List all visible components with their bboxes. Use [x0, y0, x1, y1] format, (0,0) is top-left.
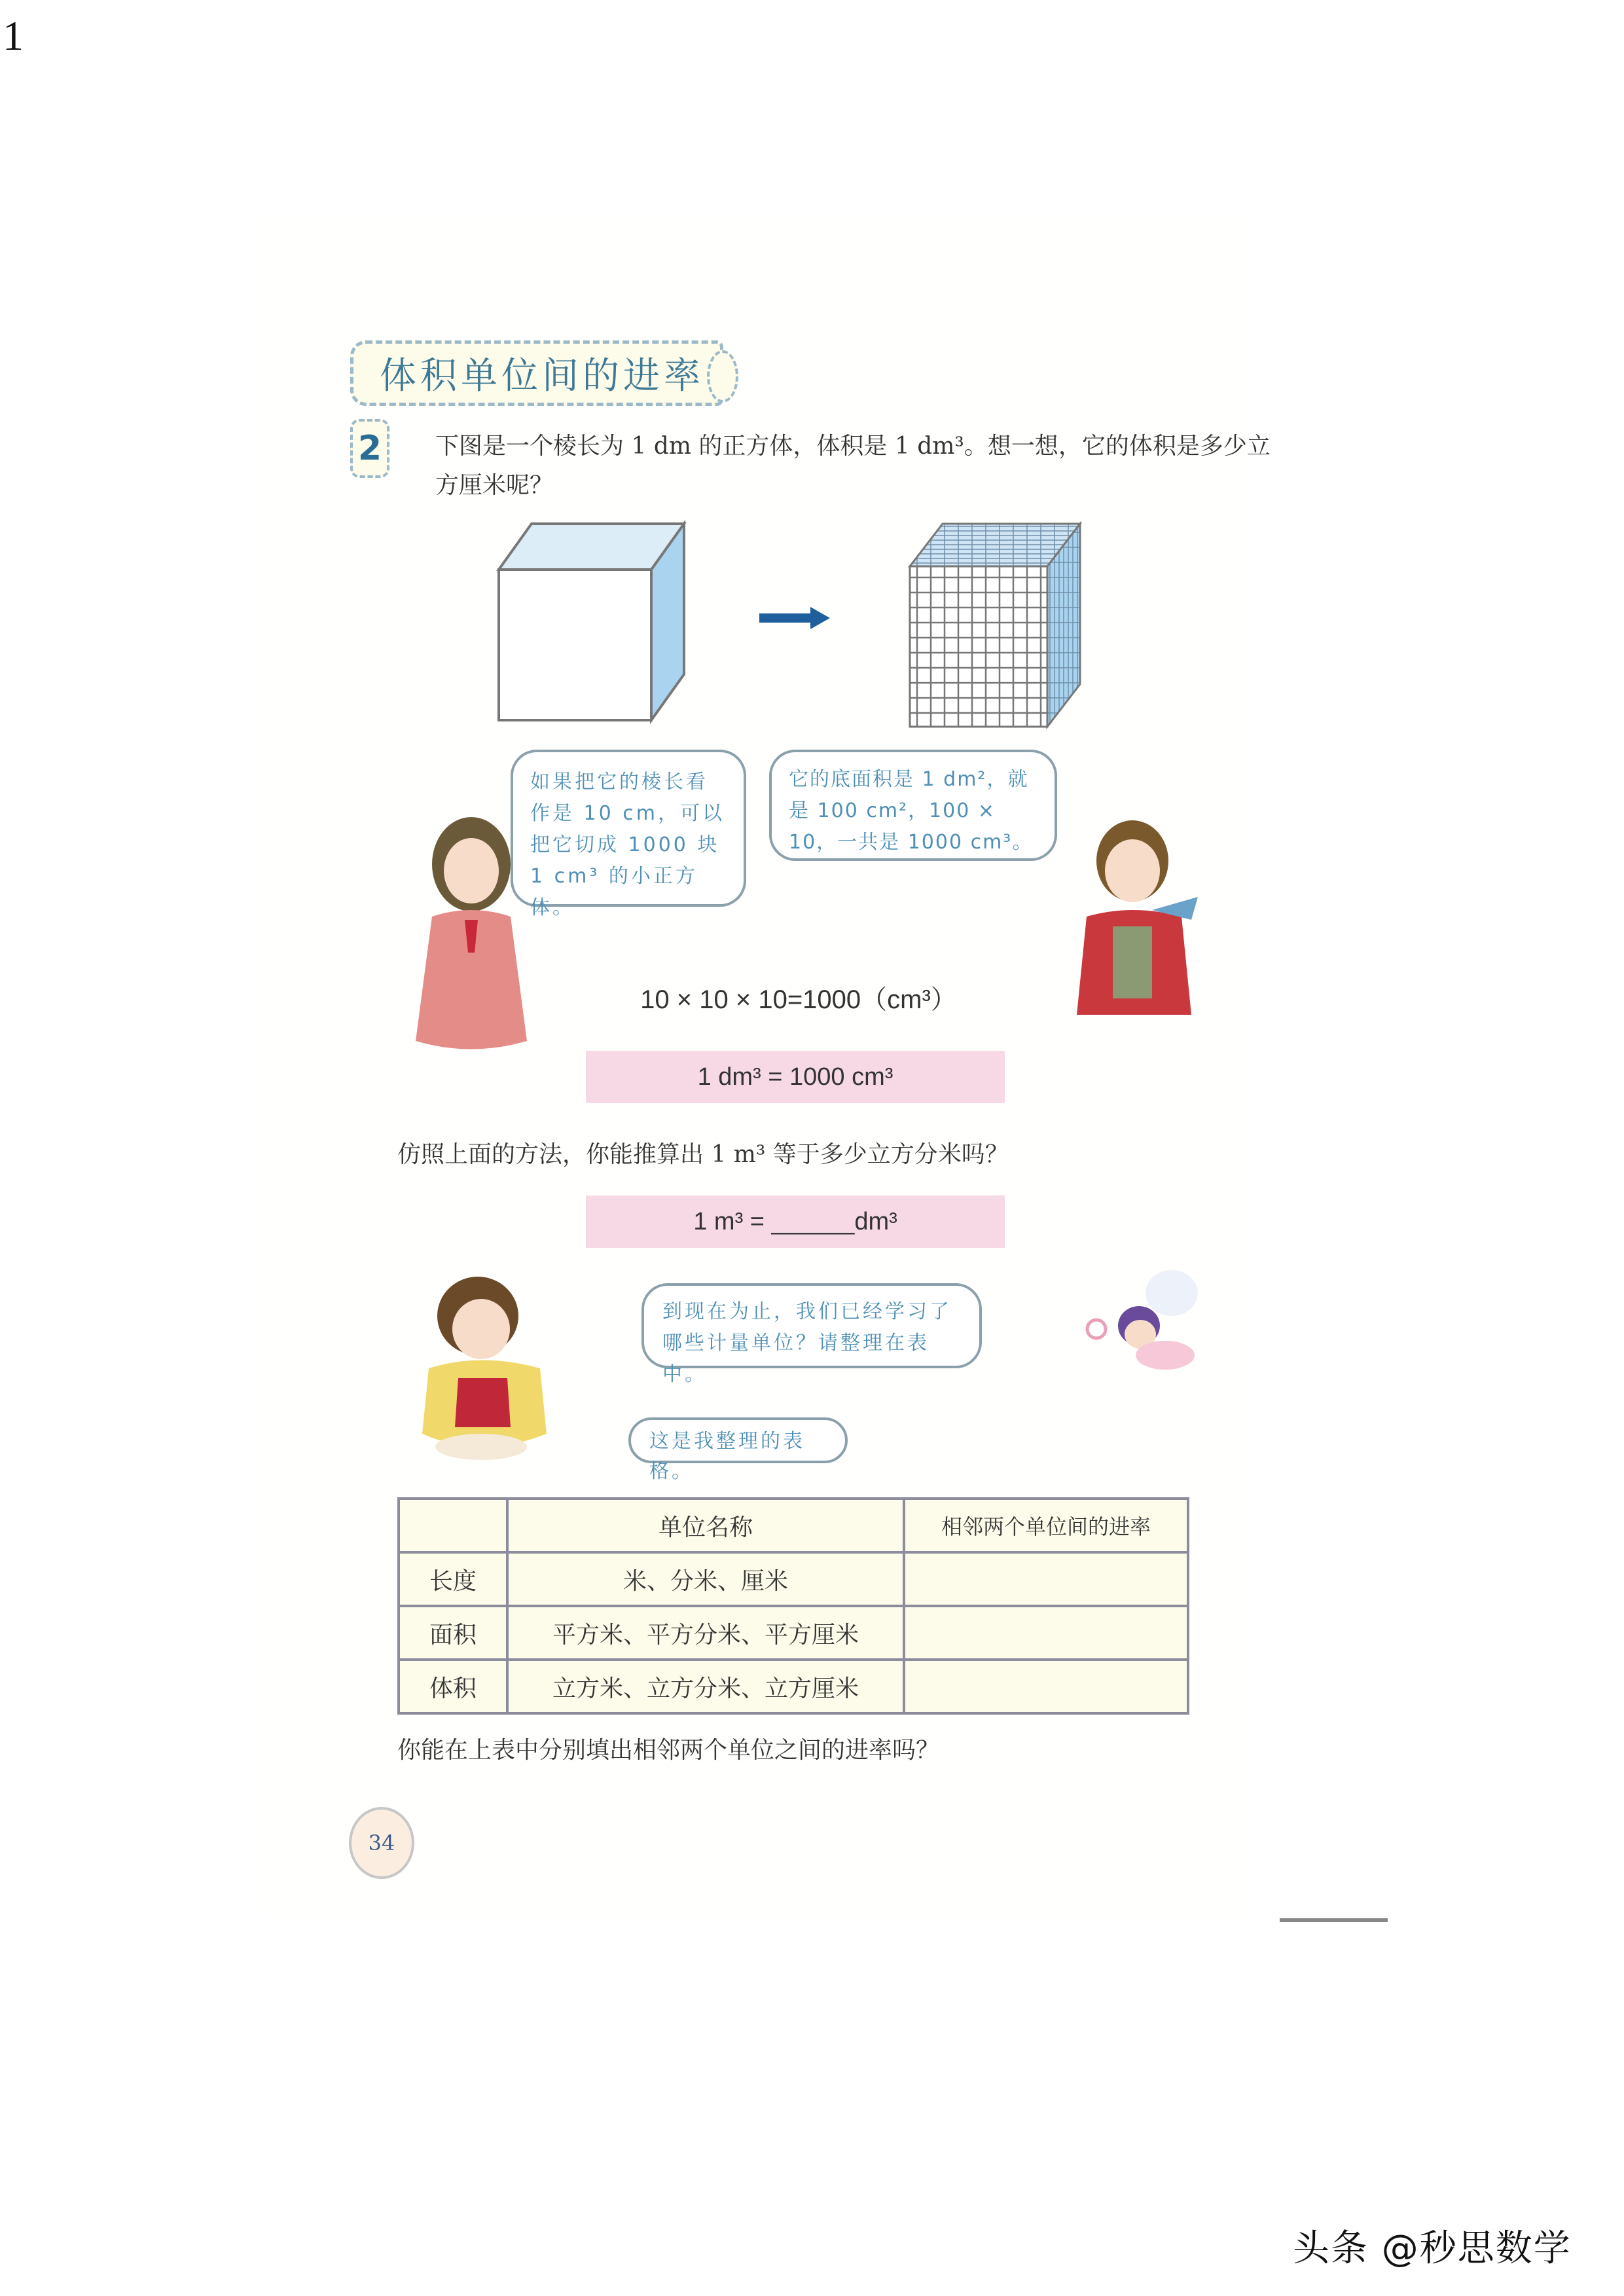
section-title: 体积单位间的进率	[350, 340, 723, 406]
table-row	[399, 1660, 1188, 1713]
table-cell-empty[interactable]	[904, 1660, 1188, 1713]
speech-bubble-girl: 如果把它的棱长看作是 10 cm，可以把它切成 1000 块 1 cm³ 的小正方体。	[511, 750, 746, 907]
table-cell: 米、分米、厘米	[507, 1552, 904, 1606]
table-cell: 体积	[399, 1660, 507, 1713]
divider-line	[1280, 1918, 1388, 1922]
solid-cube-icon	[484, 511, 694, 733]
highlight-dm3-to-cm3: 1 dm³ = 1000 cm³	[586, 1051, 1005, 1103]
table-header: 相邻两个单位间的进率	[904, 1499, 1188, 1552]
table-header-row	[399, 1499, 1188, 1552]
speech-bubble-boy: 它的底面积是 1 dm²，就是 100 cm²，100 × 10，一共是 1000 cm³。	[769, 750, 1057, 861]
table-row	[399, 1606, 1188, 1660]
right-arrow-icon	[759, 606, 831, 632]
table-cell-empty[interactable]	[904, 1552, 1188, 1606]
question-3: 你能在上表中分别填出相邻两个单位之间的进率吗？	[397, 1737, 940, 1764]
watermark: 头条 @秒思数学	[1293, 2227, 1572, 2270]
table-cell: 长度	[399, 1552, 507, 1606]
speech-bubble-girl2: 这是我整理的表格。	[628, 1417, 848, 1463]
unit-table	[397, 1497, 1189, 1715]
table-cell: 立方米、立方分米、立方厘米	[507, 1660, 904, 1713]
table-cell: 面积	[399, 1606, 507, 1660]
table-cell: 平方米、平方分米、平方厘米	[507, 1606, 904, 1660]
corner-page-number: 1	[3, 12, 24, 59]
question-text: 下图是一个棱长为 1 dm 的正方体，体积是 1 dm³。想一想，它的体积是多少立方厘米呢？	[435, 433, 1271, 499]
equation: 10 × 10 × 10=1000（cm³）	[640, 985, 957, 1014]
page-number-badge: 34	[349, 1807, 414, 1879]
grid-cube-icon	[903, 517, 1100, 733]
fairy-character-icon	[1080, 1264, 1211, 1381]
table-header: 单位名称	[507, 1499, 904, 1552]
girl-with-pigtails-icon	[403, 1270, 573, 1467]
highlight-m3-to-dm3-blank: 1 m³ = ______dm³	[586, 1195, 1005, 1248]
table-cell-empty[interactable]	[904, 1606, 1188, 1660]
scroll-end-icon	[707, 350, 738, 403]
example-number-badge: 2	[350, 419, 389, 478]
speech-bubble-fairy: 到现在为止，我们已经学习了哪些计量单位？请整理在表中。	[641, 1283, 982, 1368]
boy-character-icon	[1067, 812, 1204, 1021]
table-row	[399, 1552, 1188, 1606]
question-2: 仿照上面的方法，你能推算出 1 m³ 等于多少立方分米吗？	[397, 1141, 1009, 1168]
table-header	[399, 1499, 507, 1552]
